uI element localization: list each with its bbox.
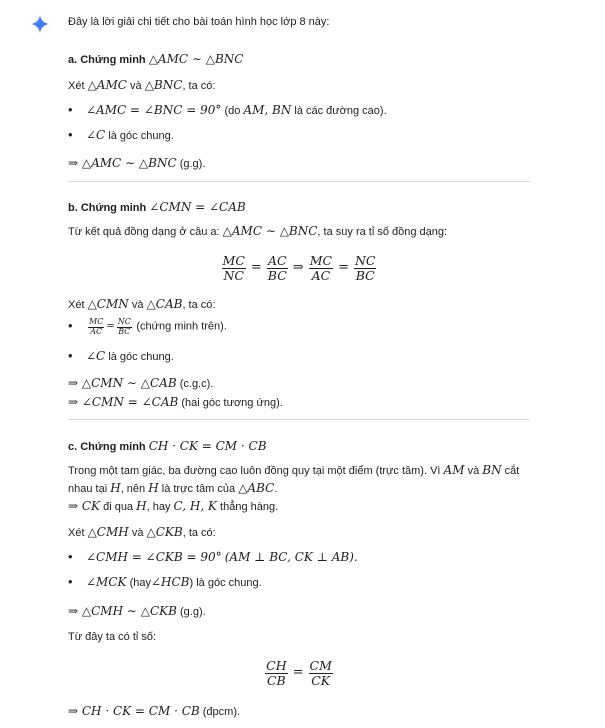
fraction — [265, 659, 287, 688]
math: △AMC — [87, 78, 127, 92]
math: ⇒ △CMN ∼ △CAB — [68, 376, 177, 390]
heading-label: c. Chứng minh — [68, 441, 146, 453]
implies: ⇒ — [292, 260, 304, 276]
denominator: CB — [266, 672, 286, 688]
denominator: BC — [118, 326, 131, 336]
text: và — [131, 527, 144, 539]
intro-text: Đây là lời giải chi tiết cho bài toán hình học lớp 8 này: — [68, 16, 330, 28]
math: C, H, K — [173, 499, 217, 513]
math: △CMH — [87, 525, 129, 539]
equals: = — [292, 665, 304, 681]
part-b-heading — [68, 199, 246, 216]
equals: = — [250, 260, 262, 276]
math: ∠CMH = ∠CKB = 90° — [86, 550, 222, 564]
part-a-conclusion — [68, 155, 205, 172]
math: ⇒ CH · CK = CM · CB — [68, 704, 200, 718]
math: H — [110, 481, 121, 495]
heading-label: a. Chứng minh — [68, 54, 146, 66]
math: △BNC — [144, 78, 183, 92]
text: và — [130, 80, 142, 92]
numerator: MC — [222, 253, 245, 268]
text: là góc chung. — [108, 130, 174, 142]
text: là góc chung. — [108, 351, 174, 363]
part-a-bullet-2 — [74, 127, 174, 144]
math: ⇒ △CMH ∼ △CKB — [68, 604, 177, 618]
math: (AM ⊥ BC, CK ⊥ AB). — [224, 550, 358, 564]
text: là các đường cao). — [294, 105, 387, 117]
numerator: NC — [117, 317, 131, 326]
math: ∠AMC = ∠BNC = 90° — [86, 103, 222, 117]
text: ) là góc chung. — [189, 577, 262, 589]
text: thẳng hàng. — [220, 501, 279, 513]
text: , ta có: — [182, 80, 216, 92]
inline-ratio — [86, 317, 136, 336]
text: (g.g). — [179, 158, 206, 170]
part-b-ratio-display — [68, 254, 530, 283]
text: (hai góc tương ứng). — [181, 397, 283, 409]
text: , ta có: — [182, 299, 216, 311]
math: ∠MCK — [86, 575, 127, 589]
text: (đpcm). — [202, 706, 241, 718]
gemini-sparkle-icon — [30, 14, 50, 34]
text: Xét — [68, 80, 85, 92]
part-c-heading — [68, 438, 267, 455]
part-c-bullet-1 — [74, 549, 358, 566]
text: nhau tại — [68, 483, 108, 495]
part-c-ratio-display — [68, 659, 530, 688]
text: (do — [224, 105, 241, 117]
math: BN — [482, 463, 502, 477]
text: (c.g.c). — [179, 378, 214, 390]
math: H — [136, 499, 147, 513]
denominator: BC — [355, 267, 375, 283]
heading-math: CH · CK = CM · CB — [148, 439, 267, 453]
part-b-from — [68, 223, 447, 240]
math: ∠C — [86, 349, 106, 363]
part-c-consider — [68, 524, 216, 541]
math: △ABC — [238, 481, 275, 495]
heading-label: b. Chứng minh — [68, 202, 147, 214]
text: , ta suy ra tỉ số đồng dạng: — [317, 226, 448, 238]
part-b-conclusion-2 — [68, 394, 283, 411]
text: đi qua — [103, 501, 134, 513]
math: ⇒ ∠CMN = ∠CAB — [68, 395, 179, 409]
numerator: AC — [267, 253, 287, 268]
denominator: AC — [90, 326, 103, 336]
fraction — [222, 254, 246, 283]
text: Trong một tam giác, ba đường cao luôn đồng quy tại một điểm (trực tâm). Vì — [68, 465, 441, 477]
math: ∠HCB — [150, 575, 190, 589]
math: △CMN — [87, 297, 129, 311]
text: , nên — [120, 483, 146, 495]
part-c-paragraph-line-1 — [68, 462, 519, 479]
math: AM — [443, 463, 465, 477]
math: AM, BN — [243, 103, 292, 117]
heading-math: △AMC ∼ △BNC — [148, 52, 244, 66]
numerator: CM — [309, 658, 332, 673]
math: ∠C — [86, 128, 106, 142]
part-a-heading — [68, 51, 243, 68]
divider — [68, 419, 530, 420]
text: , ta có: — [182, 527, 216, 539]
text: , hay — [146, 501, 171, 513]
part-c-paragraph-line-2: nhau tại H, nên H là trực tâm của △ABC. — [68, 481, 278, 495]
part-c-ratio-label: Từ đây ta có tỉ số: — [68, 631, 157, 643]
denominator: BC — [267, 267, 287, 283]
heading-math: ∠CMN = ∠CAB — [149, 200, 246, 214]
text: Xét — [68, 299, 85, 311]
text: và — [131, 299, 144, 311]
text: (g.g). — [179, 606, 206, 618]
part-c-paragraph-line-3 — [68, 498, 278, 515]
denominator: AC — [311, 267, 331, 283]
part-b-bullet-2 — [74, 348, 174, 365]
text: (hay — [129, 577, 151, 589]
text: Xét — [68, 527, 85, 539]
math: △CKB — [146, 525, 183, 539]
denominator: CK — [311, 672, 331, 688]
numerator: • MC — [89, 317, 104, 326]
part-c-conclusion — [68, 603, 206, 620]
fraction — [309, 659, 333, 688]
text: và — [467, 465, 480, 477]
fraction — [309, 254, 333, 283]
denominator: NC — [223, 267, 244, 283]
part-b-bullet-1 — [74, 318, 227, 337]
fraction — [267, 254, 288, 283]
numerator: MC — [309, 253, 333, 268]
text: là trực tâm của — [161, 483, 236, 495]
part-b-consider — [68, 296, 215, 313]
equals: = — [338, 260, 349, 276]
math: H — [148, 481, 159, 495]
numerator: NC — [354, 253, 376, 268]
equals: = — [106, 321, 115, 333]
part-a-bullet-1 — [74, 102, 387, 119]
math: △AMC ∼ △BNC — [222, 224, 318, 238]
text: (chứng minh trên). — [136, 320, 227, 333]
part-b-conclusion-1 — [68, 375, 213, 392]
part-c-bullet-2 — [74, 574, 262, 591]
text: cắt — [504, 465, 520, 477]
numerator: CH — [266, 658, 287, 673]
math: △CAB — [146, 297, 183, 311]
math: ⇒ △AMC ∼ △BNC — [68, 156, 177, 170]
math: ⇒ CK — [68, 499, 101, 513]
divider — [68, 181, 530, 182]
text: Từ kết quả đồng dạng ở câu a: — [68, 226, 220, 238]
part-a-consider — [68, 77, 215, 94]
fraction — [354, 254, 377, 283]
part-c-final — [68, 703, 240, 720]
